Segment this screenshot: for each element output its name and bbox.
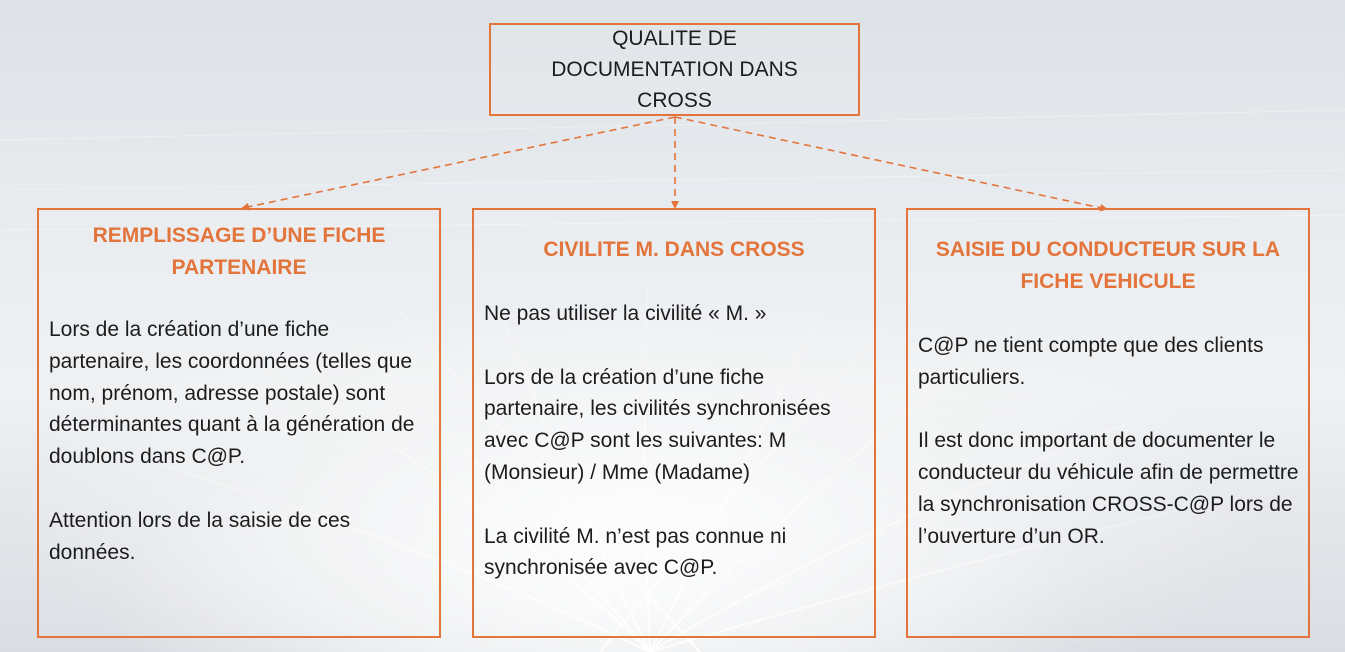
column-1-paragraph: Lors de la création d’une fiche partenaire, les coordonnées (telles que nom, prénom, adresse postale) sont déterminantes quant à la génération de doublons dans C@P. <box>49 318 415 469</box>
column-3-body <box>918 330 1300 553</box>
column-2-body <box>484 298 866 584</box>
column-driver-vehicle <box>906 208 1310 638</box>
column-1-body <box>49 314 431 568</box>
column-3-paragraph: Il est donc important de documenter le conducteur du véhicule afin de permettre la synchronisation CROSS-C@P lors de l’ouverture d’un OR. <box>918 429 1299 548</box>
column-partner-record <box>37 208 441 638</box>
arrow-to-column-1 <box>243 117 675 208</box>
root-node-title: QUALITE DE DOCUMENTATION DANS CROSS <box>551 27 798 112</box>
column-1-title: REMPLISSAGE D’UNE FICHE PARTENAIRE <box>92 224 386 279</box>
arrow-to-column-3 <box>675 117 1106 209</box>
column-3-paragraph: C@P ne tient compte que des clients particuliers. <box>918 334 1264 389</box>
column-1-paragraph: Attention lors de la saisie de ces données. <box>49 508 351 564</box>
column-2-paragraph: Ne pas utiliser la civilité « M. » <box>484 302 767 325</box>
column-civility <box>472 208 876 638</box>
column-2-paragraph: La civilité M. n’est pas connue ni synchronisée avec C@P. <box>484 524 787 580</box>
column-2-title: CIVILITE M. DANS CROSS <box>543 238 805 261</box>
root-node <box>489 23 860 116</box>
column-3-title: SAISIE DU CONDUCTEUR SUR LA FICHE VEHICULE <box>935 238 1281 293</box>
column-2-paragraph: Lors de la création d’une fiche partenaire, les civilités synchronisées avec C@P sont les suivantes: M (Monsieur) / Mme (Madame) <box>484 365 831 484</box>
